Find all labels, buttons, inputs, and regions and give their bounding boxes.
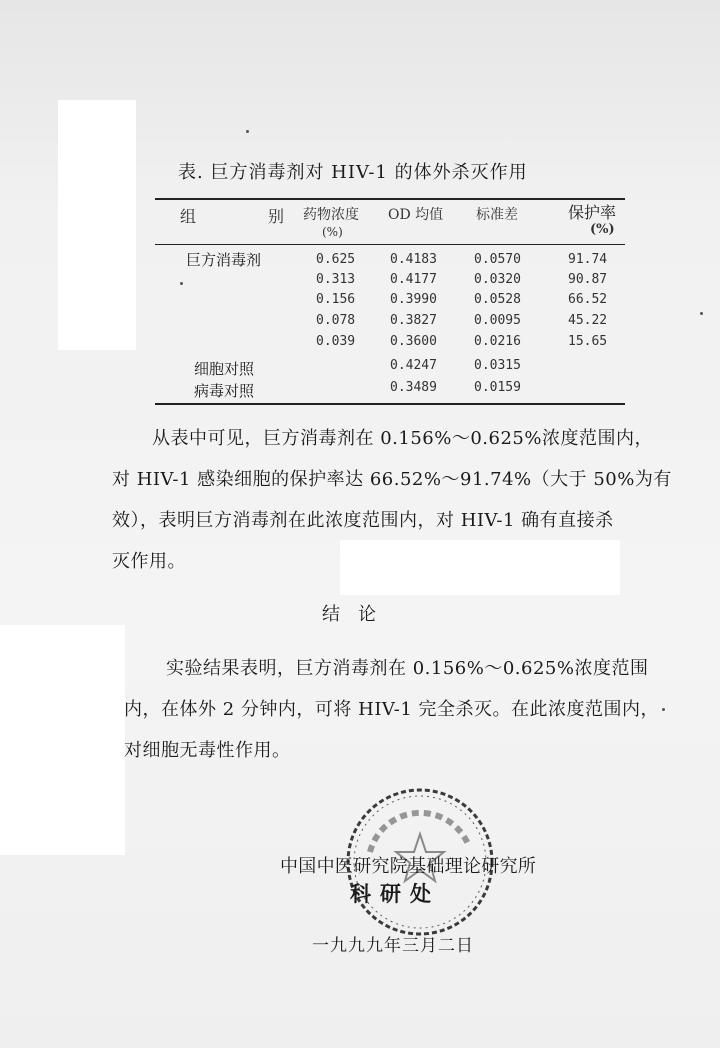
table-title: 表. 巨方消毒剂对 HIV-1 的体外杀灭作用 xyxy=(178,162,528,183)
group-drug-label: 巨方消毒剂 xyxy=(186,251,262,269)
organization-name: 中国中医研究院基础理论研究所 xyxy=(280,856,537,877)
row4-conc: 0.078 xyxy=(316,313,356,328)
control-virus-od: 0.3489 xyxy=(390,380,437,395)
scan-speck xyxy=(246,130,249,133)
conclusion-heading: 结论 xyxy=(322,604,394,625)
header-rate-unit: (%) xyxy=(590,222,615,237)
control-cell-sd: 0.0315 xyxy=(474,358,521,373)
results-paragraph-line: 灭作用。 xyxy=(112,551,186,572)
scan-speck xyxy=(180,282,183,285)
row4-sd: 0.0095 xyxy=(474,313,521,328)
header-protection-rate: 保护率 xyxy=(568,203,617,222)
table-top-rule xyxy=(155,198,625,200)
results-paragraph-line: 对 HIV-1 感染细胞的保护率达 66.52%～91.74%（大于 50%为有 xyxy=(112,469,672,490)
header-sd: 标准差 xyxy=(476,207,518,223)
row4-rate: 45.22 xyxy=(568,313,608,328)
row1-rate: 91.74 xyxy=(568,252,608,267)
table-header-rule xyxy=(155,244,625,245)
control-virus-sd: 0.0159 xyxy=(474,380,521,395)
signature-date: 一九九九年三月二日 xyxy=(312,936,474,956)
row5-conc: 0.039 xyxy=(316,334,356,349)
conclusion-paragraph-line: 实验结果表明，巨方消毒剂在 0.156%～0.625%浓度范围 xyxy=(166,658,649,679)
header-group-left: 组 xyxy=(180,207,197,226)
header-od-mean: OD 均值 xyxy=(388,207,444,223)
row2-conc: 0.313 xyxy=(316,272,356,287)
table-bottom-rule xyxy=(155,403,625,405)
control-virus-label: 病毒对照 xyxy=(194,382,255,400)
row2-sd: 0.0320 xyxy=(474,272,521,287)
redaction-block-left-bottom xyxy=(0,625,125,855)
row3-od: 0.3990 xyxy=(390,292,437,307)
control-cell-od: 0.4247 xyxy=(390,358,437,373)
conclusion-paragraph-line: 对细胞无毒性作用。 xyxy=(124,740,291,761)
row5-rate: 15.65 xyxy=(568,334,608,349)
row2-rate: 90.87 xyxy=(568,272,608,287)
row1-sd: 0.0570 xyxy=(474,252,521,267)
scan-speck xyxy=(700,312,703,315)
results-paragraph-line: 效），表明巨方消毒剂在此浓度范围内，对 HIV-1 确有直接杀 xyxy=(112,510,614,531)
row5-sd: 0.0216 xyxy=(474,334,521,349)
scan-speck xyxy=(662,708,665,711)
row1-od: 0.4183 xyxy=(390,252,437,267)
header-concentration-unit: (%) xyxy=(322,225,343,239)
header-concentration: 药物浓度 xyxy=(303,207,359,223)
row3-sd: 0.0528 xyxy=(474,292,521,307)
results-paragraph-line: 从表中可见，巨方消毒剂在 0.156%～0.625%浓度范围内， xyxy=(152,428,653,449)
conclusion-paragraph-line: 内，在体外 2 分钟内，可将 HIV-1 完全杀灭。在此浓度范围内， xyxy=(124,699,660,720)
department-name: 科研处 xyxy=(350,881,440,906)
row4-od: 0.3827 xyxy=(390,313,437,328)
row2-od: 0.4177 xyxy=(390,272,437,287)
redaction-block-mid xyxy=(340,540,620,595)
control-cell-label: 细胞对照 xyxy=(194,360,255,378)
header-group-right: 别 xyxy=(268,207,285,226)
row1-conc: 0.625 xyxy=(316,252,356,267)
row3-rate: 66.52 xyxy=(568,292,608,307)
row5-od: 0.3600 xyxy=(390,334,437,349)
row3-conc: 0.156 xyxy=(316,292,356,307)
redaction-block-left-top xyxy=(58,100,136,350)
